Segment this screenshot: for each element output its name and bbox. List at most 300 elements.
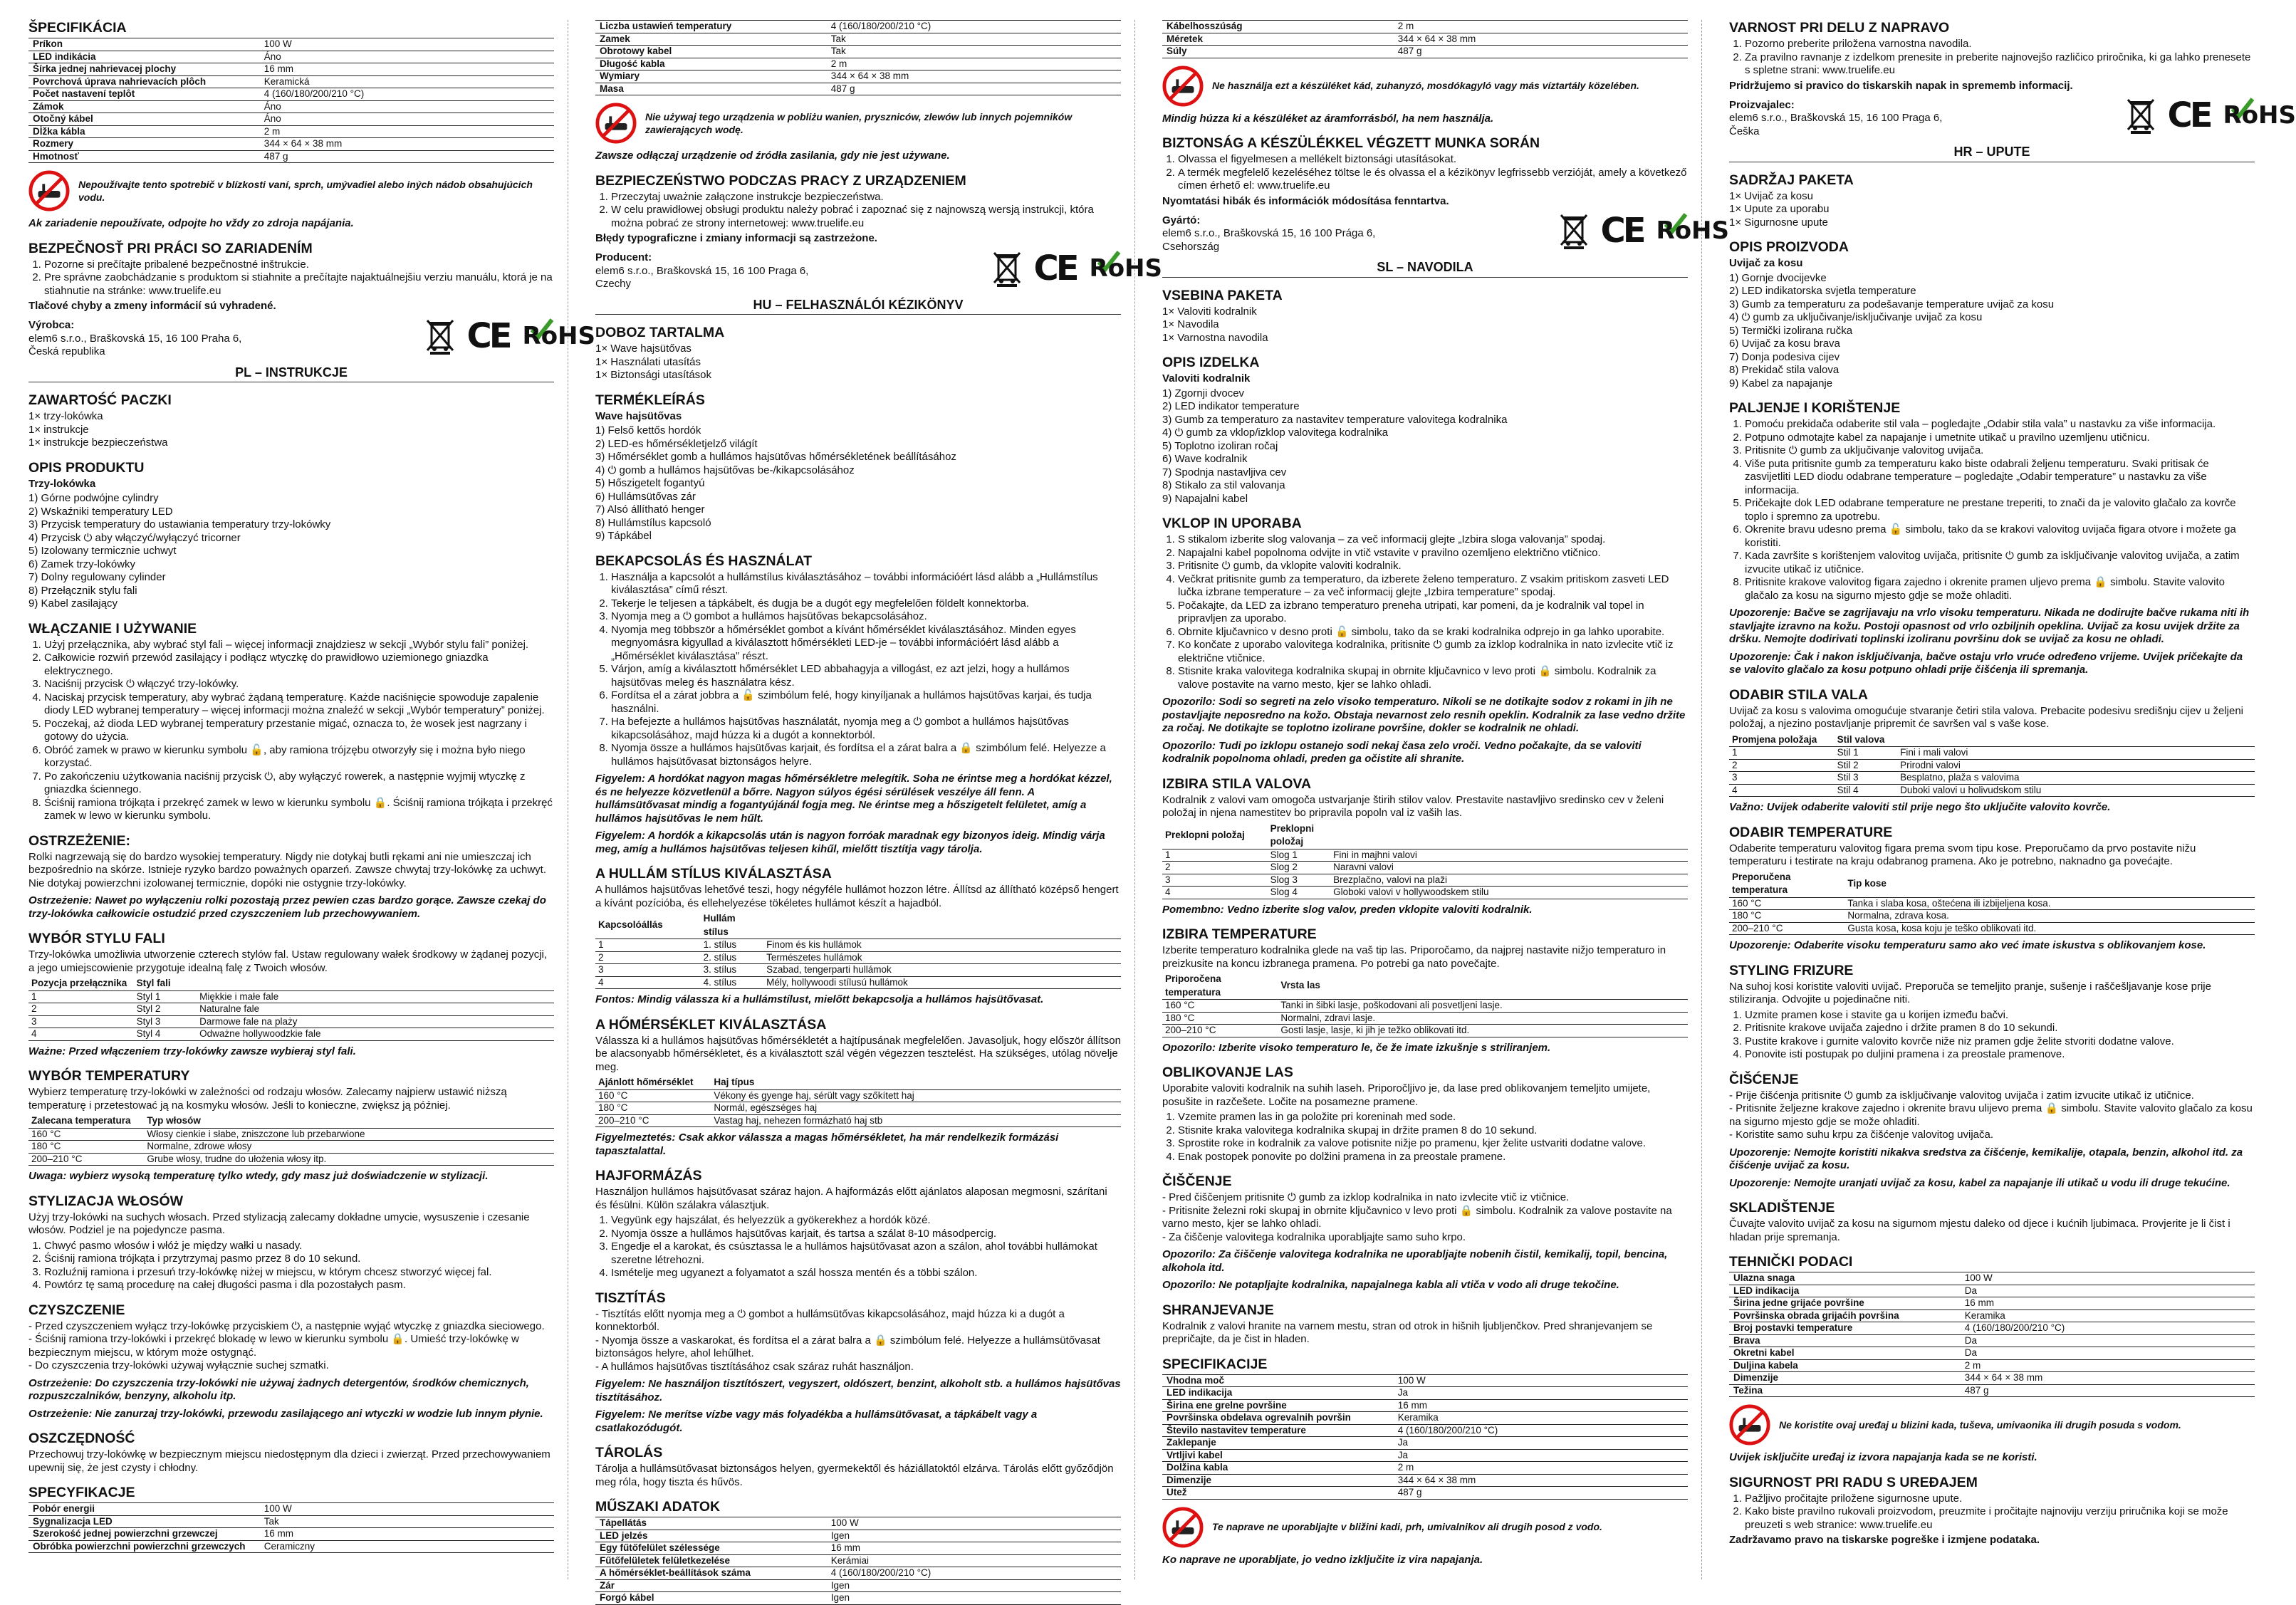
table-cell: 1 <box>28 990 134 1003</box>
package-list-item: 1× Varnostna navodila <box>1162 331 1268 344</box>
spec-table <box>595 20 1121 95</box>
table-row <box>28 990 554 1003</box>
spec-value: Igen <box>827 1592 1121 1605</box>
section-title: SHRANJEVANJE <box>1162 1302 1274 1318</box>
spec-row <box>1729 1297 2255 1310</box>
language-header: HR – UPUTE <box>1729 145 2255 162</box>
producer-label: Proizvajalec: <box>1729 98 1795 111</box>
spec-value: 16 mm <box>260 1528 554 1541</box>
section-title: OSTRZEŻENIE: <box>28 832 131 849</box>
cleaning-list-item: - Za čiščenje valovitega kodralnika uporabljajte samo suho krpo. <box>1162 1230 1466 1243</box>
spec-label: Príkon <box>28 38 260 51</box>
parts-list-item: 7) Dolny regulowany cylinder <box>28 571 166 583</box>
parts-list <box>1729 272 2255 391</box>
warning-paragraph: Rolki nagrzewają się do bardzo wysokiej temperatury. Nigdy nie dotykaj butli rękami ani nie umieszczaj ich bezpośrednio na skórze. Istnieje ryzyko bardzo poważnych oparzeń. Zawsze chwytaj trzy-lokówkę za uchwyt. Nie dotykaj powierzchni izolowanej termicznie, dopóki nie ostygnie trzy-lokówky. <box>28 850 546 889</box>
parts-list-item: 6) Uvijač za kosu brava <box>1729 338 1840 350</box>
steps-list-item: 4. Nyomja meg többször a hőmérséklet gombot a kívánt hőmérséklet kiválasztásához. Minden egyes megnyomásra kigyullad a kiválasztott hőmérsékleti LED-je – további információért lásd alább a „Hőmérséklet kiválasztása” részt. <box>611 624 1121 664</box>
section-title: TÁROLÁS <box>595 1445 663 1460</box>
table-cell: 4 <box>28 1028 134 1041</box>
spec-label: Masa <box>595 83 827 95</box>
package-list <box>595 343 1121 382</box>
paragraph: Odaberite temperaturu valovitog figara prema svom tipu kose. Preporučamo da prvo postavite nižu temperaturu i testirate na kraju odabranog pramena. Ako je potrebno, naknadno ga povećajte. <box>1729 842 2196 867</box>
steps-list-item: 6. Obrnite ključavnico v desno proti 🔓 simbolu, tako da se kraki kodralnika odprejo in ga lahko uporabite. <box>1178 626 1688 639</box>
spec-value: Da <box>1961 1347 2255 1360</box>
cleaning-list-item: - Prije čišćenja pritisnite ⏻ gumb za isključivanje valovitog uvijača i zatim izvucite utikač iz utičnice. <box>1729 1089 2194 1102</box>
paragraph: Izberite temperaturo kodralnika glede na vaš tip las. Priporočamo, da najprej nastavite nižjo temperaturo in preizkusite na koncu izbranega pramena. Po potrebi ga nato povečajte. <box>1162 944 1666 970</box>
steps-list-item: 4. Naciskaj przycisk temperatury, aby wybrać żądaną temperaturę. Każde naciśnięcie spowoduje zapalenie diody LED wybranej temperatury – więcej informacji można znaleźć w sekcji „Wybór temperatury” poniżej. <box>44 691 554 718</box>
spec-label: Brava <box>1729 1334 1961 1347</box>
address-line: elem6 s.r.o., Braškovská 15, 16 100 Praga 6, <box>595 264 809 277</box>
table-cell: Naravni valovi <box>1330 862 1688 874</box>
cleaning-list-item: - Tisztítás előtt nyomja meg a ⏻ gombot a hullámsütővas kikapcsolásához, majd húzza ki a dugót a konnektorból. <box>595 1307 1065 1333</box>
table-header: Pozycja przełącznika <box>28 977 134 990</box>
language-header: SL – NAVODILA <box>1162 261 1688 278</box>
table-cell: 2 <box>28 1003 134 1016</box>
steps-list-item: 8. Stisnite kraka valovitega kodralnika skupaj in obrnite ključavnico v levo proti 🔒 simbolu. Kodralnik za valove postavite na varno mesto, kjer se lahko ohladi. <box>1178 665 1688 691</box>
important-note: Upozorenje: Odaberite visoku temperaturu samo ako već imate iskustva s oblikovanjem kose. <box>1729 939 2206 951</box>
section-title: MŰSZAKI ADATOK <box>595 1499 721 1515</box>
spec-value: Ja <box>1394 1387 1688 1400</box>
spec-row <box>28 113 554 126</box>
section-title: STYLIZACJA WŁOSÓW <box>28 1193 184 1209</box>
spec-row <box>595 70 1121 83</box>
spec-row <box>28 1503 554 1516</box>
table-row <box>595 939 1121 952</box>
table-row <box>1729 759 2255 772</box>
address-line: Česká republika <box>28 345 105 357</box>
steps-list-item: 3. Sprostite roke in kodralnik za valove potisnite nižje po pramenu, kjer želite ustvariti dodatne valove. <box>1178 1137 1688 1151</box>
steps-list-item: 3. Rozluźnij ramiona i przesuń trzy-lokówkę niżej w miejscu, w którym chcesz stworzyć więcej fal. <box>44 1266 554 1280</box>
errata-text: Zadržavamo pravo na tiskarske pogreške i izmjene podataka. <box>1729 1534 2040 1546</box>
water-warning <box>1729 1404 2255 1445</box>
language-header: HU – FELHASZNÁLÓI KÉZIKÖNYV <box>595 298 1121 315</box>
table-row <box>1162 874 1688 887</box>
table-cell: 200–210 °C <box>1162 1025 1278 1037</box>
certification-marks <box>2127 95 2296 138</box>
spec-row <box>1162 1449 1688 1462</box>
section-title: A HŐMÉRSÉKLET KIVÁLASZTÁSA <box>595 1016 827 1032</box>
producer-label: Výrobca: <box>28 319 75 331</box>
option-table <box>595 1076 1121 1127</box>
safety-list <box>1729 1492 2255 1532</box>
warning-note: Opozorilo: Sodi so segreti na zelo visoko temperaturo. Nikoli se ne dotikajte sodov z rokami in jih ne postavljajte neposredno na kožo. Obstaja nevarnost zelo resnih opeklin. Kodralnik za lase vedno držite za ročaj. Ne dotikajte se toplotno izolirane površine, dokler se kodralnik ne ohladi. <box>1162 696 1686 734</box>
package-list <box>1729 190 2255 230</box>
parts-list-item: 4) Przycisk ⏻ aby włączyć/wyłączyć tricorner <box>28 531 241 544</box>
steps-list <box>595 1214 1121 1280</box>
parts-list-item: 4) ⏻ gumb za vklop/izklop valovitega kodralnika <box>1162 427 1389 439</box>
table-cell: 4 <box>1162 887 1268 899</box>
table-row <box>1162 887 1688 899</box>
ce-mark: CE <box>1033 248 1077 288</box>
spec-row <box>1162 46 1688 58</box>
option-table <box>1729 733 2255 798</box>
warning-note: Ostrzeżenie: Nie zanurzaj trzy-lokówki, przewodu zasilającego ani wtyczki w wodzie lub innym płynie. <box>28 1407 543 1420</box>
spec-label: Zámok <box>28 100 260 113</box>
table-row <box>28 1028 554 1041</box>
section-title: VARNOST PRI DELU Z NAPRAVO <box>1729 20 1950 36</box>
manual-body <box>595 325 1121 1489</box>
water-warning <box>1162 1507 1688 1548</box>
spec-row <box>28 1515 554 1528</box>
package-list-item: 1× Uvijač za kosu <box>1729 189 1813 202</box>
steps-list-item: 1. Vegyünk egy hajszálat, és helyezzük a gyökerekhez a hordók közé. <box>611 1214 1121 1228</box>
spec-value: Tak <box>827 33 1121 46</box>
spec-row <box>595 33 1121 46</box>
address-line: Czechy <box>595 278 632 290</box>
option-table <box>28 1114 554 1166</box>
spec-row <box>1729 1359 2255 1372</box>
no-bath-icon <box>1162 66 1204 107</box>
water-warning <box>1162 66 1688 107</box>
cleaning-list <box>1729 1089 2255 1142</box>
table-cell: 2. stílus <box>701 951 764 964</box>
table-header: Zalecana temperatura <box>28 1114 144 1128</box>
steps-list <box>1729 1009 2255 1062</box>
package-list-item: 1× Sigurnosne upute <box>1729 216 1828 229</box>
steps-list-item: 3. Pritisnite ⏻ gumb, da vklopite valoviti kodralnik. <box>1178 560 1688 573</box>
spec-label: Hmotnosť <box>28 150 260 163</box>
spec-label: Povrchová úprava nahrievacích plôch <box>28 75 260 88</box>
spec-value: Igen <box>827 1579 1121 1592</box>
table-cell: Slog 2 <box>1268 862 1331 874</box>
spec-row <box>1729 1347 2255 1360</box>
spec-row <box>1729 1334 2255 1347</box>
spec-label: Površinska obrada grijaćih površina <box>1729 1309 1961 1322</box>
section-title: OBLIKOVANJE LAS <box>1162 1065 1293 1080</box>
spec-row <box>1162 1474 1688 1487</box>
spec-row <box>1162 1412 1688 1425</box>
spec-label: Rozmery <box>28 138 260 151</box>
section-title: STYLING FRIZURE <box>1729 962 1854 978</box>
manual-body <box>1162 288 1688 1347</box>
table-row <box>28 1141 554 1154</box>
important-note: Fontos: Mindig válassza ki a hullámstílust, mielőtt bekapcsolja a hullámos hajsütővasat. <box>595 993 1044 1005</box>
parts-list-item: 1) Zgornji dvocev <box>1162 387 1245 399</box>
parts-list-item: 6) Zamek trzy-lokówky <box>28 558 136 570</box>
section-title: SADRŽAJ PAKETA <box>1729 172 1854 188</box>
producer-block <box>28 315 595 359</box>
table-row <box>28 1128 554 1141</box>
spec-value: 487 g <box>260 150 554 163</box>
warning-text: Ne használja ezt a készüléket kád, zuhanyzó, mosdókagyló vagy más víztartály közelében. <box>1212 80 1639 92</box>
list-item: 1. Olvassa el figyelmesen a mellékelt biztonsági utasításokat. <box>1178 153 1688 167</box>
safety-list <box>595 191 1121 231</box>
table-row <box>1729 747 2255 760</box>
parts-list-item: 7) Spodnja nastavljiva cev <box>1162 466 1287 479</box>
table-cell: Normalna, zdrava kosa. <box>1844 910 2255 923</box>
table-row <box>1729 922 2255 935</box>
spec-row <box>28 100 554 113</box>
table-cell: 200–210 °C <box>595 1114 711 1127</box>
spec-label: LED indikácia <box>28 51 260 63</box>
list-item: 2. Kako biste pravilno rukovali proizvodom, preuzmite i pročitajte najnoviju verziju priručnika koji se može preuzeti s web stranice: www.truelife.eu <box>1745 1505 2255 1532</box>
parts-list-item: 9) Napajalni kabel <box>1162 492 1248 505</box>
table-cell: Tanki in šibki lasje, poškodovani ali posvetljeni lasje. <box>1278 1000 1688 1013</box>
spec-value: Ceramiczny <box>260 1540 554 1553</box>
errata-text: Błędy typograficzne i zmiany informacji są zastrzeżone. <box>595 232 877 244</box>
no-bath-icon <box>1162 1507 1204 1548</box>
table-cell: Szabad, tengerparti hullámok <box>763 964 1121 977</box>
steps-list-item: 1. Vzemite pramen las in ga položite pri koreninah med sode. <box>1178 1111 1688 1124</box>
language-header: PL – INSTRUKCJE <box>28 366 554 383</box>
steps-list-item: 7. Kada završite s korištenjem valovitog uvijača, pritisnite ⏻ gumb za isključivanje valovitog uvijača, a zatim izvucite utikač iz utičnice. <box>1745 550 2255 576</box>
section-title: DOBOZ TARTALMA <box>595 325 725 340</box>
spec-row <box>1729 1272 2255 1285</box>
parts-list-item: 5) Toplotno izoliran ročaj <box>1162 439 1278 452</box>
warning-text: Nie używaj tego urządzenia w pobliżu wanien, pryszniców, zlewów lub innych pojemników zawierających wodę. <box>645 110 1073 135</box>
steps-list-item: 4. Ponovite isti postupak po duljini pramena i za preostale pramenove. <box>1745 1048 2255 1062</box>
parts-list-item: 9) Kabel zasilający <box>28 597 118 610</box>
spec-label: Dolžina kabla <box>1162 1462 1394 1475</box>
paragraph: Kodralnik z valovi vam omogoča ustvarjanje štirih stilov valov. Prestavite nastavljivo sredinsko cev v želeni položaj in njena namestitev bo pripravila popoln val iz vaših las. <box>1162 793 1664 819</box>
unplug-note: Mindig húzza ki a készüléket az áramforrásból, ha nem használja. <box>1162 112 1494 125</box>
parts-list-item: 6) Wave kodralnik <box>1162 453 1248 465</box>
spec-row <box>1162 1374 1688 1387</box>
steps-list-item: 1. Pomoću prekidača odaberite stil vala – pogledajte „Odabir stila vala” u nastavku za više informacija. <box>1745 418 2255 432</box>
spec-value: 16 mm <box>1394 1399 1688 1412</box>
certification-marks <box>426 315 595 359</box>
table-cell: 1. stílus <box>701 939 764 952</box>
spec-value: 487 g <box>1394 1487 1688 1500</box>
spec-label: Otočný kábel <box>28 113 260 126</box>
weee-bin-icon <box>993 250 1021 287</box>
steps-list-item: 8. Nyomja össze a hullámos hajsütővas karjait, és fordítsa el a zárat balra a 🔒 szimbólum felé. Helyezze a hullámos hajsütővasat biztonságos helyre. <box>611 742 1121 768</box>
address-line: elem6 s.r.o., Braškovská 15, 16 100 Prága 6, <box>1162 227 1376 239</box>
table-cell: Gosti lasje, lasje, ki jih je težko oblikovati itd. <box>1278 1025 1688 1037</box>
table-header: Preklopni položaj <box>1268 822 1331 849</box>
weee-bin-icon <box>2127 97 2155 134</box>
spec-value: Igen <box>827 1530 1121 1542</box>
manual-body <box>28 392 554 1475</box>
option-table <box>28 977 554 1041</box>
steps-list-item: 6. Fordítsa el a zárat jobbra a 🔓 szimbólum felé, hogy kinyíljanak a hullámos hajsütővas karjai, és tudja használni. <box>611 689 1121 716</box>
table-row <box>595 1089 1121 1102</box>
option-table <box>1162 822 1688 899</box>
section-title: OPIS IZDELKA <box>1162 355 1260 370</box>
section-title: OPIS PROIZVODA <box>1729 239 1849 255</box>
important-note: Opozorilo: Izberite visoko temperaturo le, če že imate izkušnje s striliranjem. <box>1162 1041 1551 1054</box>
warning-note: Upozorenje: Bačve se zagrijavaju na vrlo visoku temperaturu. Nikada ne dodirujte bačve rukama niti ih stavljajte izravno na kožu. Postoji opasnost od vrlo ozbiljnih opeklina. Uvijač za kosu uvijek držite za dršku. Nemojte dodirivati toplinski izoliranu površinu dok se uvijač za kosu ne ohladi. <box>1729 607 2250 645</box>
spec-value: 487 g <box>1961 1384 2255 1397</box>
spec-value: 4 (160/180/200/210 °C) <box>827 21 1121 33</box>
table-cell: Globoki valovi v hollywoodskem stilu <box>1330 887 1688 899</box>
parts-list-item: 5) Izolowany termicznie uchwyt <box>28 545 177 557</box>
spec-label: Ulazna snaga <box>1729 1272 1961 1285</box>
spec-label: Broj postavki temperature <box>1729 1322 1961 1335</box>
spec-label: Težina <box>1729 1384 1961 1397</box>
spec-label: Obróbka powierzchni powierzchni grzewczych <box>28 1540 260 1553</box>
paragraph: Wybierz temperaturę trzy-lokówki w zależności od rodzaju włosów. Zalecamy najpierw ustawić niższą temperaturę i przetestować ją na kosmyku włosów. Jeśli to konieczne, zwiększ ją później. <box>28 1086 507 1112</box>
section-title: TISZTÍTÁS <box>595 1290 666 1306</box>
producer-block <box>595 248 1162 291</box>
table-header <box>197 977 554 990</box>
table-header: Vrsta las <box>1278 973 1688 1000</box>
subsection-title: Valoviti kodralnik <box>1162 372 1251 385</box>
spec-row <box>1162 33 1688 46</box>
address-line: elem6 s.r.o., Braškovská 15, 16 100 Praga 6, <box>1729 112 1943 124</box>
rohs-mark: RoHS <box>1089 253 1162 283</box>
subsection-title: Trzy-lokówka <box>28 477 96 490</box>
spec-label: Vrtljivi kabel <box>1162 1449 1394 1462</box>
spec-label: Duljina kabela <box>1729 1359 1961 1372</box>
producer-address <box>1162 227 1375 253</box>
weee-bin-icon <box>1560 212 1588 249</box>
spec-label: Szerokość jednej powierzchni grzewczej <box>28 1528 260 1541</box>
section-title: IZBIRA TEMPERATURE <box>1162 926 1317 942</box>
table-cell: Brezplačno, valovi na plaži <box>1330 874 1688 887</box>
warning-note: Opozorilo: Tudi po izklopu ostanejo sodi nekaj časa zelo vroči. Vedno počakajte, da se valoviti kodralnik popolnoma ohladi, preden ga očistite ali shranite. <box>1162 739 1642 765</box>
list-item: 2. Za pravilno ravnanje z izdelkom prenesite in preberite najnovejšo različico priročnika, ki ga lahko prenesete s spletne strani: www.truelife.eu <box>1745 51 2255 78</box>
section-title: BEZPIECZEŃSTWO PODCZAS PRACY Z URZĄDZENIEM <box>595 172 966 189</box>
spec-row <box>595 46 1121 58</box>
table-row <box>1162 849 1688 862</box>
steps-list-item: 5. Várjon, amíg a kiválasztott hőmérséklet LED abbahagyja a villogást, ez azt jelzi, hogy a hullámos hajsütővas meleg és használatra kész. <box>611 663 1121 689</box>
section-title: VSEBINA PAKETA <box>1162 287 1283 303</box>
spec-label: Vhodna moč <box>1162 1374 1394 1387</box>
spec-row <box>1162 1399 1688 1412</box>
parts-list-item: 5) Hőszigetelt fogantyú <box>595 477 705 489</box>
paragraph: Na suhoj kosi koristite valoviti uvijač. Preporuča se temeljito pranje, sušenje i raščešljavanje kose prije stiliziranja. Odvojite u pojedinačne niti. <box>1729 980 2211 1005</box>
table-row <box>1729 772 2255 785</box>
steps-list-item: 1. Użyj przełącznika, aby wybrać styl fali – więcej informacji znajdziesz w sekcji „Wybór stylu fali” poniżej. <box>44 639 554 652</box>
table-cell: 180 °C <box>1162 1012 1278 1025</box>
parts-list-item: 1) Felső kettős hordók <box>595 424 701 436</box>
paragraph: A hullámos hajsütővas lehetővé teszi, hogy négyféle hullámot hozzon létre. Állítsd az állítható középső hengert a kívánt pozícióba, és ellehelyezése tökéletes hullámot készít a hajadból. <box>595 884 1119 909</box>
spec-label: Pobór energii <box>28 1503 260 1516</box>
table-cell: Slog 3 <box>1268 874 1331 887</box>
table-cell: 2 <box>1162 862 1268 874</box>
subsection-title: Wave hajsütővas <box>595 409 682 422</box>
safety-list <box>1162 153 1688 193</box>
table-cell: Normalne, zdrowe włosy <box>144 1141 554 1154</box>
spec-value: 344 × 64 × 38 mm <box>1961 1372 2255 1385</box>
steps-list-item: 4. Ismételje meg ugyanezt a folyamatot a szál hossza mentén és a többi szálon. <box>611 1267 1121 1280</box>
spec-row <box>28 150 554 163</box>
spec-label: Fűtőfelületek felületkezelése <box>595 1554 827 1567</box>
errata-text: Pridržujemo si pravico do tiskarskih napak in sprememb informacij. <box>1729 79 2073 92</box>
section-title: BEKAPCSOLÁS ÉS HASZNÁLAT <box>595 553 813 569</box>
spec-value: 344 × 64 × 38 mm <box>1394 33 1688 46</box>
table-header: Preporučena temperatura <box>1729 871 1844 898</box>
column-pl-hu <box>595 20 1162 1604</box>
table-cell: Styl 1 <box>134 990 197 1003</box>
table-row <box>595 951 1121 964</box>
steps-list <box>28 639 554 823</box>
section-title: HAJFORMÁZÁS <box>595 1168 702 1183</box>
safety-list <box>28 258 554 298</box>
spec-value: Da <box>1961 1334 2255 1347</box>
table-cell: 2 <box>1729 759 1835 772</box>
weee-bin-icon <box>426 318 454 355</box>
package-list <box>28 410 554 450</box>
spec-label: LED indikacija <box>1729 1285 1961 1297</box>
steps-list-item: 7. Ha befejezte a hullámos hajsütővas használatát, nyomja meg a ⏻ gombot a hullámos hajsütővas kikapcsolásához, majd húzza ki a dugót a konnektorból. <box>611 716 1121 742</box>
table-cell: 4 <box>595 976 701 989</box>
spec-label: Dĺžka kábla <box>28 125 260 138</box>
spec-row <box>28 1528 554 1541</box>
table-cell: Természetes hullámok <box>763 951 1121 964</box>
spec-row <box>595 83 1121 95</box>
table-header: Promjena položaja <box>1729 733 1835 747</box>
option-table <box>1729 871 2255 936</box>
spec-row <box>1162 1387 1688 1400</box>
spec-value: 16 mm <box>827 1542 1121 1555</box>
table-header: Ajánlott hőmérséklet <box>595 1076 711 1089</box>
spec-label: Súly <box>1162 46 1394 58</box>
cleaning-list-item: - Pred čiščenjem pritisnite ⏻ gumb za izklop kodralnika in nato izvlecite vtič iz vtičnice. <box>1162 1191 1570 1203</box>
section-title: PALJENJE I KORIŠTENJE <box>1729 400 1901 416</box>
warning-note: Figyelem: A hordók a kikapcsolás után is nagyon forróak maradnak egy bizonyos ideig. Mindig várja meg, amíg a hullámos hajsütővas teljesen kihűl, mielőtt tisztítja vagy tárolja. <box>595 830 1105 855</box>
steps-list-item: 3. Pustite krakove i gurnite valovito kovrče niže niz pramen gdje želite stvoriti dodatne valove. <box>1745 1035 2255 1049</box>
spec-row <box>1162 1437 1688 1450</box>
section-title: ZAWARTOŚĆ PACZKI <box>28 392 172 408</box>
spec-label: Méretek <box>1162 33 1394 46</box>
table-row <box>28 1003 554 1016</box>
paragraph: Użyj trzy-lokówki na suchych włosach. Przed stylizacją zalecamy dokładne umycie, wysuszenie i czesanie włosów. Podziel je na pojedyncze pasma. <box>28 1211 530 1236</box>
spec-table <box>28 38 554 163</box>
spec-value: 344 × 64 × 38 mm <box>827 70 1121 83</box>
table-cell: Duboki valovi u holivudskom stilu <box>1897 784 2255 797</box>
steps-list-item: 1. S stikalom izberite slog valovanja – za več informacij glejte „Izbira sloga valovanja” spodaj. <box>1178 533 1688 547</box>
parts-list <box>595 424 1121 543</box>
package-list-item: 1× trzy-lokówka <box>28 410 103 422</box>
warning-note: Figyelem: Ne használjon tisztítószert, vegyszert, oldószert, benzint, alkoholt stb. a hullámos hajsütővas tisztításához. <box>595 1378 1121 1403</box>
warning-note: Figyelem: Ne merítse vízbe vagy más folyadékba a hullámsütővasat, a tápkábelt vagy a csatlakozódugót. <box>595 1408 1038 1434</box>
steps-list <box>1162 533 1688 691</box>
table-row <box>1162 1025 1688 1037</box>
parts-list-item: 2) LED indikator temperature <box>1162 400 1300 412</box>
spec-value: Tak <box>260 1515 554 1528</box>
paragraph: Uvijač za kosu s valovima omogućuje stvaranje četiri stila valova. Prebacite podesivu središnju cijev u željeni položaj, a njezino postavljanje pripremit će savršen val s vaše kose. <box>1729 704 2243 730</box>
paragraph: Tárolja a hullámsütővasat biztonságos helyen, gyermekektől és háziállatoktól elzárva. Tárolás előtt győződjön meg róla, hogy tiszta és hűvös. <box>595 1463 1114 1488</box>
spec-value: 2 m <box>260 125 554 138</box>
table-row <box>1162 1012 1688 1025</box>
table-cell: 160 °C <box>1729 897 1844 910</box>
spec-value: 344 × 64 × 38 mm <box>1394 1474 1688 1487</box>
spec-value: Áno <box>260 100 554 113</box>
package-list <box>1162 305 1688 345</box>
table-cell: 180 °C <box>28 1141 144 1154</box>
section-title: A HULLÁM STÍLUS KIVÁLASZTÁSA <box>595 866 832 882</box>
option-table <box>1162 973 1688 1037</box>
cleaning-list <box>595 1308 1121 1374</box>
paragraph: Čuvajte valovito uvijač za kosu na sigurnom mjestu daleko od djece i kućnih ljubimaca. Provjerite je li čist i hladan prije spremanja. <box>1729 1218 2230 1243</box>
manual-body <box>1729 172 2255 1245</box>
ce-mark: CE <box>2167 95 2211 135</box>
producer-label: Gyártó: <box>1162 214 1201 226</box>
table-cell: 200–210 °C <box>28 1153 144 1166</box>
package-list-item: 1× Használati utasítás <box>595 355 701 368</box>
spec-row <box>1729 1309 2255 1322</box>
table-cell: Besplatno, plaža s valovima <box>1897 772 2255 785</box>
spec-label: Površinska obdelava ogrevalnih površin <box>1162 1412 1394 1425</box>
cleaning-list-item: - Pritisnite železni roki skupaj in obrnite ključavnico v levo proti 🔒 simbolu. Kodralnik za valove postavite na varno mesto, kjer se lahko ohladi. <box>1162 1204 1672 1230</box>
cleaning-list-item: - A hullámos hajsütővas tisztításához csak száraz ruhát használjon. <box>595 1360 914 1373</box>
table-cell: Włosy cienkie i słabe, zniszczone lub przebarwione <box>144 1128 554 1141</box>
steps-list-item: 8. Pritisnite krakove valovitog figara zajedno i okrenite pramen uljevo prema 🔒 simbolu. Stavite valovito glačalo za kosu na sigurno mjesto gdje se može ohladiti. <box>1745 576 2255 602</box>
warning-note: Opozorilo: Za čiščenje valovitega kodralnika ne uporabljajte nobenih čistil, kemikalij, topil, bencina, alkohola itd. <box>1162 1248 1668 1274</box>
spec-value: 4 (160/180/200/210 °C) <box>827 1567 1121 1580</box>
spec-label: Długość kabla <box>595 58 827 70</box>
warning-text: Nepoužívajte tento spotrebič v blízkosti vaní, sprch, umývadiel alebo iných nádob obsahujúcich vodu. <box>78 178 533 203</box>
steps-list-item: 4. Powtórz tę samą procedurę na całej długości pasma i dla pozostałych pasm. <box>44 1279 554 1292</box>
section-title: SIGURNOST PRI RADU S UREĐAJEM <box>1729 1474 1978 1490</box>
spec-value: 100 W <box>1394 1374 1688 1387</box>
cleaning-list-item: - Koristite samo suhu krpu za čišćenje valovitog uvijača. <box>1729 1129 1994 1141</box>
table-cell: Slog 4 <box>1268 887 1331 899</box>
spec-value: 2 m <box>827 58 1121 70</box>
steps-list-item: 7. Po zakończeniu użytkowania naciśnij przycisk ⏻, aby wyłączyć rowerek, a następnie wyjmij wtyczkę z gniazdka ściennego. <box>44 770 554 797</box>
